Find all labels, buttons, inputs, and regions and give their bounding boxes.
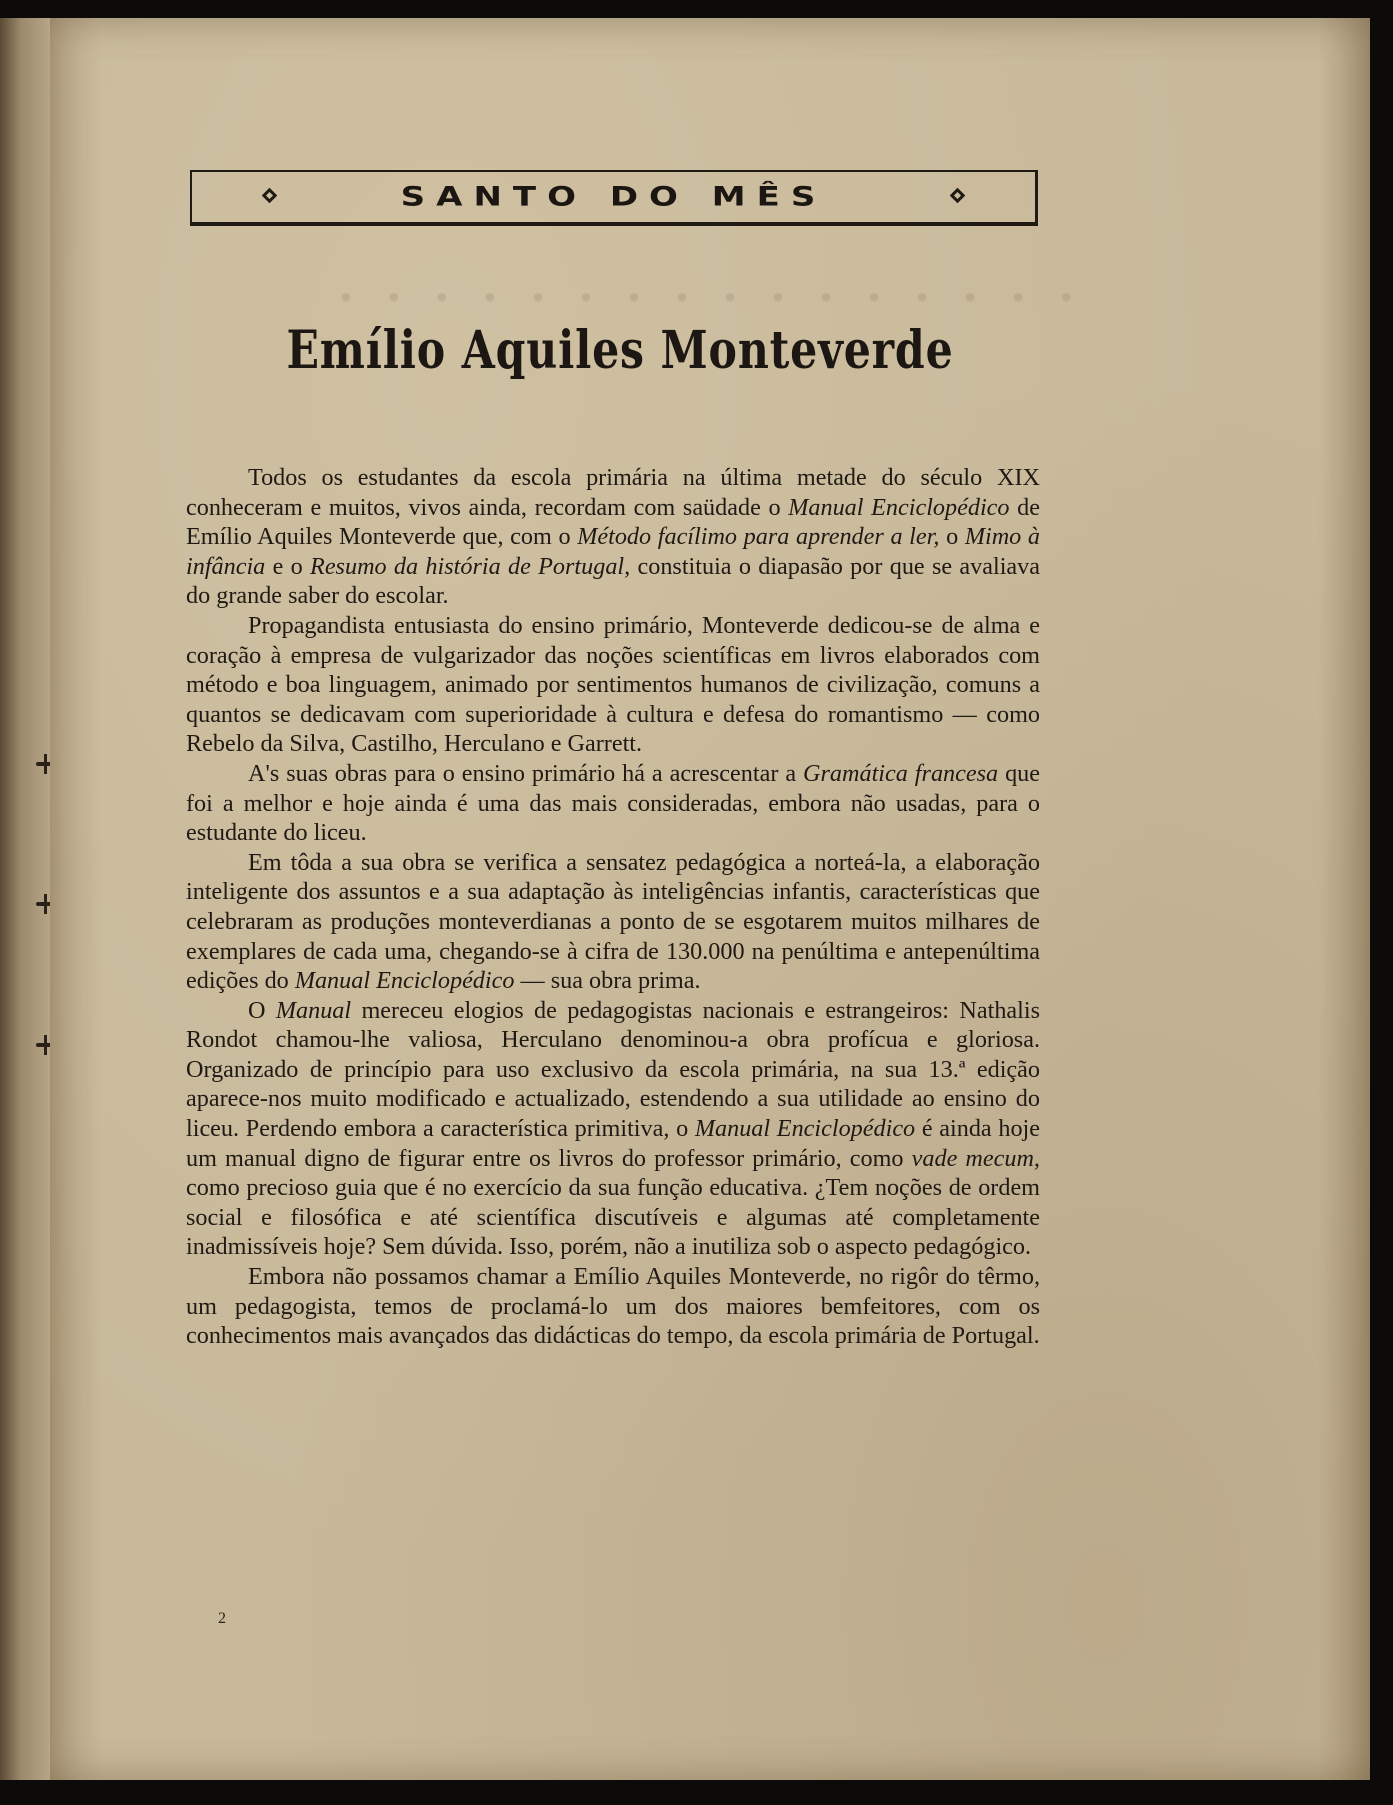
page-number: 2 (218, 1610, 226, 1627)
article-paragraph (186, 848, 1040, 996)
section-title: SANTO DO MÊS (400, 181, 827, 213)
italic-title-text: Manual Enciclopédico (694, 1115, 916, 1143)
italic-title-text: Resumo da história de Portugal, (310, 552, 631, 580)
italic-title-text: Método facílimo para aprender a ler, (577, 523, 940, 551)
paragraph-text: O (248, 996, 276, 1024)
paragraph-text: — sua obra prima. (514, 967, 701, 995)
diamond-ornament-icon (262, 188, 278, 204)
italic-title-text: Gramática francesa (803, 759, 999, 787)
paragraph-text: Embora não possamos chamar a Emílio Aquiles Monteverde, no rigôr do têrmo, um pedagogista, temos de proclamá-lo um dos maiores bemfeitores, com os conhecimentos mais avançados das didácticas do tempo, da escola primária de Portugal. (186, 1263, 1040, 1350)
section-header (190, 170, 1038, 226)
diamond-ornament-icon (950, 188, 966, 204)
article-paragraph (186, 996, 1040, 1262)
paragraph-text: que foi a melhor e hoje ainda é uma das mais consideradas, embora não usadas, para o estudante do liceu. (186, 759, 1040, 847)
paragraph-text: constituia o diapasão por que se avaliava do grande saber do escolar. (186, 552, 1040, 610)
article-paragraph (186, 611, 1040, 759)
article-paragraph (186, 759, 1040, 848)
article-paragraph (186, 463, 1040, 611)
paragraph-text: o (939, 523, 965, 551)
article-title: Emílio Aquiles Monteverde (286, 320, 954, 381)
italic-title-text: vade mecum, (911, 1144, 1040, 1172)
paragraph-text: é ainda hoje um manual digno de figurar entre os livros do professor primário, como (186, 1115, 1040, 1172)
paragraph-text: como precioso guia que é no exercício da sua função educativa. ¿Tem noções de ordem social e filosófica e até scientífica discutíveis e algumas até completamente inadmissíveis hoje? Sem dúvida. Isso, porém, não a inutiliza sob o aspecto pedagógico. (186, 1174, 1040, 1261)
italic-title-text: Manual Enciclopédico (294, 967, 515, 995)
paragraph-text: e o (265, 552, 311, 580)
italic-title-text: Mimo à infância (186, 523, 1041, 580)
italic-title-text: Manual Enciclopédico (788, 493, 1010, 521)
paragraph-text: A's suas obras para o ensino primário há a acrescentar a (248, 759, 804, 787)
italic-title-text: Manual (275, 996, 352, 1024)
paragraph-text: mereceu elogios de pedagogistas nacionais e estrangeiros: Nathalis Rondot chamou-lhe valiosa, Herculano denominou-a obra profícua e gloriosa. Organizado de princípio para uso exclusivo da escola primária, na sua 13.ª edição aparece-nos muito modificado e actualizado, estendendo a sua utilidade ao ensino do liceu. Perdendo embora a característica primitiva, o (186, 996, 1041, 1143)
article-body (186, 463, 1040, 1351)
paragraph-text: Todos os estudantes da escola primária na última metade do século XIX conheceram e muitos, vivos ainda, recordam com saüdade o (186, 464, 1040, 521)
article-paragraph (186, 1262, 1040, 1351)
paragraph-text: de Emílio Aquiles Monteverde que, com o (186, 493, 1040, 551)
paragraph-text: Em tôda a sua obra se verifica a sensatez pedagógica a norteá-la, a elaboração inteligente dos assuntos e a sua adaptação às inteligências infantis, características que celebraram as produções monteverdianas a ponto de se esgotarem muitos milhares de exemplares de cada uma, chegando-se à cifra de 130.000 na penúltima e antepenúltima edições do (186, 848, 1040, 995)
bleed-through-text: · · · · · · · · · · · · · · · · (337, 270, 1083, 324)
paragraph-text: Propagandista entusiasta do ensino primário, Monteverde dedicou-se de alma e coração à empresa de vulgarizador das noções scientíficas em livros elaborados com método e boa linguagem, animado por sentimentos humanos de civilização, comuns a quantos se dedicavam com superioridade à cultura e defesa do romantismo — como Rebelo da Silva, Castilho, Herculano e Garrett. (186, 611, 1040, 758)
